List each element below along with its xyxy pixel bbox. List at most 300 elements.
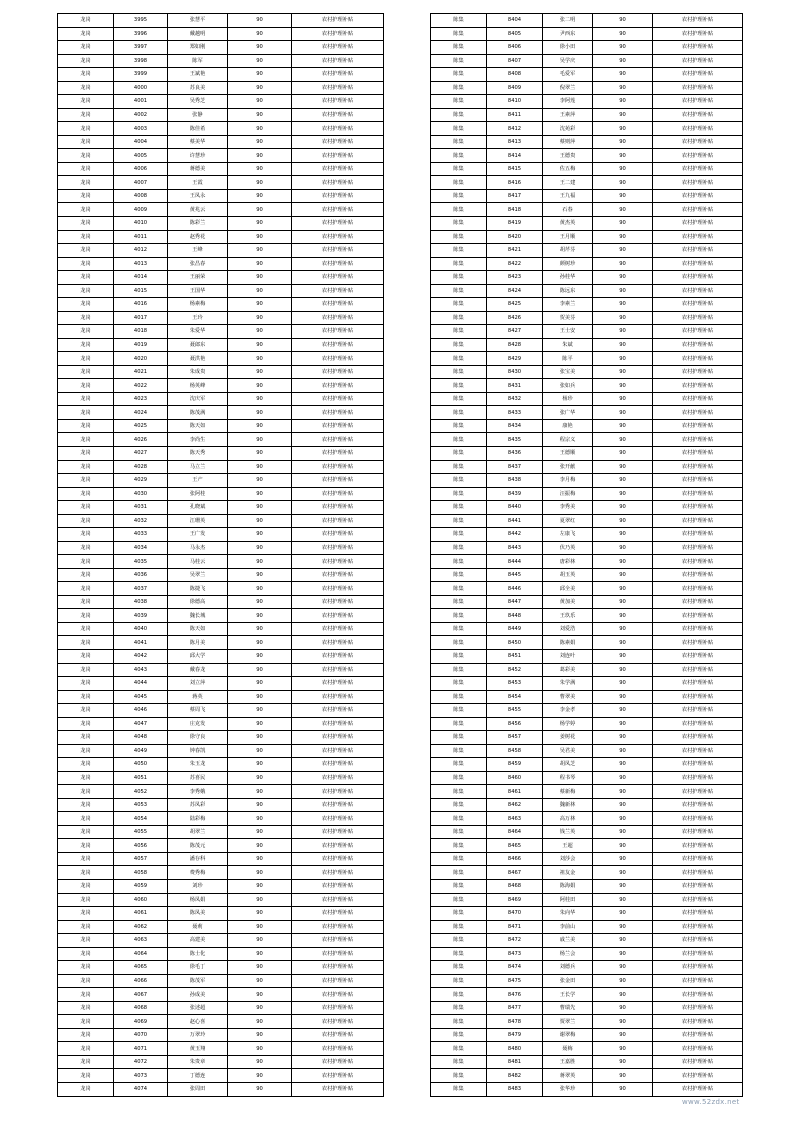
amount-cell: 90 bbox=[228, 1028, 292, 1042]
serial-number-cell: 4034 bbox=[114, 541, 168, 555]
serial-number-cell: 8481 bbox=[487, 1055, 543, 1069]
person-name-cell: 张广华 bbox=[543, 406, 593, 420]
subsidy-type-cell: 农村护理补贴 bbox=[292, 555, 384, 569]
subsidy-type-cell: 农村护理补贴 bbox=[292, 162, 384, 176]
town-cell: 陈集 bbox=[431, 907, 487, 921]
person-name-cell: 黄兆云 bbox=[168, 203, 228, 217]
subsidy-type-cell: 农村护理补贴 bbox=[653, 1001, 743, 1015]
table-row bbox=[58, 216, 384, 230]
person-name-cell: 陈天如 bbox=[168, 622, 228, 636]
serial-number-cell: 8425 bbox=[487, 298, 543, 312]
town-cell: 陈集 bbox=[431, 54, 487, 68]
person-name-cell: 费秀梅 bbox=[168, 866, 228, 880]
serial-number-cell: 4003 bbox=[114, 122, 168, 136]
town-cell: 陈集 bbox=[431, 122, 487, 136]
subsidy-type-cell: 农村护理补贴 bbox=[653, 379, 743, 393]
subsidy-type-cell: 农村护理补贴 bbox=[292, 961, 384, 975]
town-cell: 龙岗 bbox=[58, 528, 114, 542]
person-name-cell: 孙成美 bbox=[168, 988, 228, 1002]
subsidy-type-cell: 农村护理补贴 bbox=[292, 108, 384, 122]
town-cell: 陈集 bbox=[431, 271, 487, 285]
table-row bbox=[431, 1001, 743, 1015]
table-row bbox=[431, 1069, 743, 1083]
subsidy-type-cell: 农村护理补贴 bbox=[653, 487, 743, 501]
amount-cell: 90 bbox=[228, 758, 292, 772]
person-name-cell: 倪翠兰 bbox=[543, 81, 593, 95]
table-row bbox=[431, 704, 743, 718]
person-name-cell: 刘莎会 bbox=[543, 852, 593, 866]
serial-number-cell: 4059 bbox=[114, 880, 168, 894]
serial-number-cell: 8461 bbox=[487, 785, 543, 799]
subsidy-type-cell: 农村护理补贴 bbox=[292, 433, 384, 447]
town-cell: 龙岗 bbox=[58, 893, 114, 907]
table-row bbox=[431, 785, 743, 799]
amount-cell: 90 bbox=[228, 392, 292, 406]
table-row bbox=[431, 1042, 743, 1056]
serial-number-cell: 8406 bbox=[487, 41, 543, 55]
serial-number-cell: 4022 bbox=[114, 379, 168, 393]
town-cell: 龙岗 bbox=[58, 1028, 114, 1042]
subsidy-type-cell: 农村护理补贴 bbox=[292, 325, 384, 339]
town-cell: 龙岗 bbox=[58, 284, 114, 298]
town-cell: 陈集 bbox=[431, 447, 487, 461]
town-cell: 陈集 bbox=[431, 284, 487, 298]
table-row bbox=[431, 216, 743, 230]
table-row bbox=[58, 974, 384, 988]
subsidy-type-cell: 农村护理补贴 bbox=[292, 907, 384, 921]
table-row bbox=[58, 176, 384, 190]
amount-cell: 90 bbox=[228, 68, 292, 82]
amount-cell: 90 bbox=[593, 41, 653, 55]
serial-number-cell: 4007 bbox=[114, 176, 168, 190]
serial-number-cell: 8452 bbox=[487, 663, 543, 677]
person-name-cell: 曹翠美 bbox=[543, 690, 593, 704]
serial-number-cell: 4040 bbox=[114, 622, 168, 636]
subsidy-type-cell: 农村护理补贴 bbox=[292, 920, 384, 934]
person-name-cell: 陈凤美 bbox=[168, 907, 228, 921]
town-cell: 龙岗 bbox=[58, 622, 114, 636]
subsidy-type-cell: 农村护理补贴 bbox=[653, 677, 743, 691]
table-row bbox=[58, 798, 384, 812]
town-cell: 龙岗 bbox=[58, 325, 114, 339]
amount-cell: 90 bbox=[228, 176, 292, 190]
table-row bbox=[431, 474, 743, 488]
table-row bbox=[58, 636, 384, 650]
person-name-cell: 沈苑彩 bbox=[543, 122, 593, 136]
person-name-cell: 杨素梅 bbox=[168, 298, 228, 312]
table-row bbox=[58, 812, 384, 826]
table-row bbox=[431, 1028, 743, 1042]
person-name-cell: 蔡美华 bbox=[168, 135, 228, 149]
town-cell: 龙岗 bbox=[58, 419, 114, 433]
person-name-cell: 刘爱浩 bbox=[543, 622, 593, 636]
serial-number-cell: 8471 bbox=[487, 920, 543, 934]
amount-cell: 90 bbox=[593, 880, 653, 894]
serial-number-cell: 4020 bbox=[114, 352, 168, 366]
subsidy-type-cell: 农村护理补贴 bbox=[292, 352, 384, 366]
subsidy-type-cell: 农村护理补贴 bbox=[292, 649, 384, 663]
table-row bbox=[58, 379, 384, 393]
person-name-cell: 张金田 bbox=[543, 974, 593, 988]
amount-cell: 90 bbox=[593, 812, 653, 826]
serial-number-cell: 4027 bbox=[114, 447, 168, 461]
person-name-cell: 蔡新梅 bbox=[543, 785, 593, 799]
subsidy-type-cell: 农村护理补贴 bbox=[653, 474, 743, 488]
town-cell: 陈集 bbox=[431, 771, 487, 785]
table-row bbox=[58, 1082, 384, 1096]
serial-number-cell: 4037 bbox=[114, 582, 168, 596]
town-cell: 龙岗 bbox=[58, 189, 114, 203]
person-name-cell: 王月顺 bbox=[543, 230, 593, 244]
town-cell: 陈集 bbox=[431, 325, 487, 339]
person-name-cell: 蒋英 bbox=[168, 690, 228, 704]
person-name-cell: 张华珍 bbox=[543, 1082, 593, 1096]
table-row bbox=[431, 487, 743, 501]
table-row bbox=[431, 866, 743, 880]
subsidy-type-cell: 农村护理补贴 bbox=[653, 54, 743, 68]
subsidy-type-cell: 农村护理补贴 bbox=[292, 203, 384, 217]
serial-number-cell: 3996 bbox=[114, 27, 168, 41]
amount-cell: 90 bbox=[228, 81, 292, 95]
amount-cell: 90 bbox=[593, 622, 653, 636]
serial-number-cell: 4045 bbox=[114, 690, 168, 704]
subsidy-type-cell: 农村护理补贴 bbox=[653, 907, 743, 921]
person-name-cell: 尹西东 bbox=[543, 27, 593, 41]
subsidy-type-cell: 农村护理补贴 bbox=[653, 663, 743, 677]
person-name-cell: 苏良美 bbox=[168, 81, 228, 95]
amount-cell: 90 bbox=[228, 474, 292, 488]
serial-number-cell: 8468 bbox=[487, 880, 543, 894]
table-row bbox=[58, 162, 384, 176]
serial-number-cell: 8446 bbox=[487, 582, 543, 596]
table-row bbox=[431, 122, 743, 136]
table-row bbox=[431, 95, 743, 109]
subsidy-type-cell: 农村护理补贴 bbox=[292, 95, 384, 109]
serial-number-cell: 4011 bbox=[114, 230, 168, 244]
person-name-cell: 许慧珍 bbox=[168, 149, 228, 163]
town-cell: 陈集 bbox=[431, 460, 487, 474]
amount-cell: 90 bbox=[593, 920, 653, 934]
amount-cell: 90 bbox=[228, 717, 292, 731]
amount-cell: 90 bbox=[593, 433, 653, 447]
person-name-cell: 丁德连 bbox=[168, 1069, 228, 1083]
serial-number-cell: 8413 bbox=[487, 135, 543, 149]
serial-number-cell: 8455 bbox=[487, 704, 543, 718]
town-cell: 龙岗 bbox=[58, 406, 114, 420]
person-name-cell: 魏新林 bbox=[543, 798, 593, 812]
subsidy-type-cell: 农村护理补贴 bbox=[292, 812, 384, 826]
subsidy-type-cell: 农村护理补贴 bbox=[653, 920, 743, 934]
amount-cell: 90 bbox=[228, 798, 292, 812]
town-cell: 龙岗 bbox=[58, 866, 114, 880]
subsidy-type-cell: 农村护理补贴 bbox=[653, 690, 743, 704]
person-name-cell: 王九福 bbox=[543, 189, 593, 203]
subsidy-type-cell: 农村护理补贴 bbox=[292, 1042, 384, 1056]
serial-number-cell: 4072 bbox=[114, 1055, 168, 1069]
subsidy-type-cell: 农村护理补贴 bbox=[653, 974, 743, 988]
town-cell: 龙岗 bbox=[58, 582, 114, 596]
amount-cell: 90 bbox=[593, 961, 653, 975]
town-cell: 龙岗 bbox=[58, 433, 114, 447]
person-name-cell: 聂洪艳 bbox=[168, 352, 228, 366]
amount-cell: 90 bbox=[228, 284, 292, 298]
table-row bbox=[431, 244, 743, 258]
amount-cell: 90 bbox=[228, 690, 292, 704]
table-row bbox=[431, 907, 743, 921]
serial-number-cell: 8479 bbox=[487, 1028, 543, 1042]
subsidy-type-cell: 农村护理补贴 bbox=[653, 27, 743, 41]
table-row bbox=[58, 365, 384, 379]
table-row bbox=[431, 14, 743, 28]
amount-cell: 90 bbox=[593, 649, 653, 663]
serial-number-cell: 8436 bbox=[487, 447, 543, 461]
serial-number-cell: 8480 bbox=[487, 1042, 543, 1056]
serial-number-cell: 8422 bbox=[487, 257, 543, 271]
serial-number-cell: 4050 bbox=[114, 758, 168, 772]
table-row bbox=[58, 203, 384, 217]
town-cell: 龙岗 bbox=[58, 460, 114, 474]
person-name-cell: 聂莉 bbox=[168, 920, 228, 934]
person-name-cell: 程书琴 bbox=[543, 771, 593, 785]
amount-cell: 90 bbox=[228, 14, 292, 28]
town-cell: 陈集 bbox=[431, 108, 487, 122]
town-cell: 陈集 bbox=[431, 866, 487, 880]
table-row bbox=[58, 1015, 384, 1029]
subsidy-type-cell: 农村护理补贴 bbox=[653, 649, 743, 663]
serial-number-cell: 8454 bbox=[487, 690, 543, 704]
subsidy-type-cell: 农村护理补贴 bbox=[653, 1082, 743, 1096]
serial-number-cell: 3995 bbox=[114, 14, 168, 28]
person-name-cell: 王丽荣 bbox=[168, 271, 228, 285]
person-name-cell: 左康飞 bbox=[543, 528, 593, 542]
person-name-cell: 陈茂军 bbox=[168, 974, 228, 988]
town-cell: 陈集 bbox=[431, 514, 487, 528]
amount-cell: 90 bbox=[228, 325, 292, 339]
serial-number-cell: 4018 bbox=[114, 325, 168, 339]
amount-cell: 90 bbox=[593, 947, 653, 961]
town-cell: 陈集 bbox=[431, 758, 487, 772]
person-name-cell: 王玲 bbox=[168, 311, 228, 325]
amount-cell: 90 bbox=[593, 907, 653, 921]
subsidy-type-cell: 农村护理补贴 bbox=[292, 974, 384, 988]
person-name-cell: 陈士化 bbox=[168, 947, 228, 961]
table-row bbox=[58, 785, 384, 799]
table-row bbox=[58, 27, 384, 41]
amount-cell: 90 bbox=[593, 1042, 653, 1056]
table-row bbox=[431, 825, 743, 839]
amount-cell: 90 bbox=[593, 230, 653, 244]
person-name-cell: 胡凤芝 bbox=[543, 758, 593, 772]
table-row bbox=[58, 758, 384, 772]
town-cell: 龙岗 bbox=[58, 920, 114, 934]
subsidy-type-cell: 农村护理补贴 bbox=[292, 244, 384, 258]
subsidy-type-cell: 农村护理补贴 bbox=[292, 690, 384, 704]
subsidy-type-cell: 农村护理补贴 bbox=[292, 189, 384, 203]
serial-number-cell: 4044 bbox=[114, 677, 168, 691]
table-row bbox=[431, 203, 743, 217]
subsidy-type-cell: 农村护理补贴 bbox=[653, 744, 743, 758]
town-cell: 陈集 bbox=[431, 176, 487, 190]
person-name-cell: 祖友金 bbox=[543, 866, 593, 880]
serial-number-cell: 8416 bbox=[487, 176, 543, 190]
serial-number-cell: 4012 bbox=[114, 244, 168, 258]
serial-number-cell: 8428 bbox=[487, 338, 543, 352]
amount-cell: 90 bbox=[593, 474, 653, 488]
town-cell: 陈集 bbox=[431, 893, 487, 907]
amount-cell: 90 bbox=[593, 852, 653, 866]
person-name-cell: 陈远东 bbox=[543, 284, 593, 298]
serial-number-cell: 8462 bbox=[487, 798, 543, 812]
serial-number-cell: 4014 bbox=[114, 271, 168, 285]
subsidy-type-cell: 农村护理补贴 bbox=[292, 447, 384, 461]
serial-number-cell: 8420 bbox=[487, 230, 543, 244]
person-name-cell: 佐五梅 bbox=[543, 162, 593, 176]
table-row bbox=[431, 758, 743, 772]
serial-number-cell: 8466 bbox=[487, 852, 543, 866]
amount-cell: 90 bbox=[593, 704, 653, 718]
subsidy-type-cell: 农村护理补贴 bbox=[292, 988, 384, 1002]
subsidy-type-cell: 农村护理补贴 bbox=[292, 14, 384, 28]
serial-number-cell: 8483 bbox=[487, 1082, 543, 1096]
subsidy-type-cell: 农村护理补贴 bbox=[292, 379, 384, 393]
amount-cell: 90 bbox=[593, 95, 653, 109]
table-row bbox=[58, 298, 384, 312]
town-cell: 陈集 bbox=[431, 528, 487, 542]
amount-cell: 90 bbox=[593, 798, 653, 812]
person-name-cell: 陈月美 bbox=[168, 636, 228, 650]
subsidy-type-cell: 农村护理补贴 bbox=[292, 122, 384, 136]
serial-number-cell: 8414 bbox=[487, 149, 543, 163]
subsidy-type-cell: 农村护理补贴 bbox=[292, 474, 384, 488]
town-cell: 龙岗 bbox=[58, 203, 114, 217]
table-row bbox=[58, 474, 384, 488]
table-row bbox=[431, 717, 743, 731]
person-name-cell: 杨珍 bbox=[543, 392, 593, 406]
amount-cell: 90 bbox=[228, 839, 292, 853]
town-cell: 龙岗 bbox=[58, 961, 114, 975]
person-name-cell: 陈彩兰 bbox=[168, 216, 228, 230]
table-row bbox=[58, 257, 384, 271]
amount-cell: 90 bbox=[228, 298, 292, 312]
serial-number-cell: 4015 bbox=[114, 284, 168, 298]
serial-number-cell: 4017 bbox=[114, 311, 168, 325]
subsidy-type-cell: 农村护理补贴 bbox=[292, 636, 384, 650]
serial-number-cell: 4025 bbox=[114, 419, 168, 433]
table-row bbox=[431, 988, 743, 1002]
serial-number-cell: 8426 bbox=[487, 311, 543, 325]
person-name-cell: 李尚生 bbox=[168, 433, 228, 447]
serial-number-cell: 4028 bbox=[114, 460, 168, 474]
table-row bbox=[431, 189, 743, 203]
table-row bbox=[431, 406, 743, 420]
serial-number-cell: 4031 bbox=[114, 501, 168, 515]
table-row bbox=[431, 731, 743, 745]
person-name-cell: 陈天如 bbox=[168, 419, 228, 433]
right-table-body bbox=[431, 14, 743, 1097]
amount-cell: 90 bbox=[228, 311, 292, 325]
serial-number-cell: 8412 bbox=[487, 122, 543, 136]
table-row bbox=[58, 68, 384, 82]
serial-number-cell: 8470 bbox=[487, 907, 543, 921]
person-name-cell: 杨英峰 bbox=[168, 379, 228, 393]
person-name-cell: 赵心喜 bbox=[168, 1015, 228, 1029]
serial-number-cell: 3998 bbox=[114, 54, 168, 68]
town-cell: 陈集 bbox=[431, 474, 487, 488]
town-cell: 龙岗 bbox=[58, 27, 114, 41]
amount-cell: 90 bbox=[593, 514, 653, 528]
subsidy-type-cell: 农村护理补贴 bbox=[653, 162, 743, 176]
town-cell: 陈集 bbox=[431, 704, 487, 718]
town-cell: 龙岗 bbox=[58, 514, 114, 528]
town-cell: 龙岗 bbox=[58, 852, 114, 866]
table-row bbox=[58, 907, 384, 921]
town-cell: 龙岗 bbox=[58, 934, 114, 948]
serial-number-cell: 4005 bbox=[114, 149, 168, 163]
serial-number-cell: 4016 bbox=[114, 298, 168, 312]
serial-number-cell: 8477 bbox=[487, 1001, 543, 1015]
town-cell: 龙岗 bbox=[58, 677, 114, 691]
serial-number-cell: 4002 bbox=[114, 108, 168, 122]
table-row bbox=[431, 595, 743, 609]
subsidy-type-cell: 农村护理补贴 bbox=[653, 271, 743, 285]
table-row bbox=[431, 771, 743, 785]
table-row bbox=[431, 528, 743, 542]
person-name-cell: 孔晓斌 bbox=[168, 501, 228, 515]
subsidy-type-cell: 农村护理补贴 bbox=[653, 961, 743, 975]
table-row bbox=[58, 1042, 384, 1056]
serial-number-cell: 4070 bbox=[114, 1028, 168, 1042]
subsidy-type-cell: 农村护理补贴 bbox=[653, 622, 743, 636]
left-subsidy-table bbox=[57, 13, 384, 1097]
left-table-body bbox=[58, 14, 384, 1097]
table-row bbox=[58, 108, 384, 122]
table-row bbox=[431, 514, 743, 528]
person-name-cell: 王素萍 bbox=[543, 108, 593, 122]
serial-number-cell: 4055 bbox=[114, 825, 168, 839]
town-cell: 龙岗 bbox=[58, 379, 114, 393]
table-row bbox=[431, 338, 743, 352]
town-cell: 陈集 bbox=[431, 622, 487, 636]
town-cell: 龙岗 bbox=[58, 216, 114, 230]
subsidy-type-cell: 农村护理补贴 bbox=[653, 609, 743, 623]
table-row bbox=[58, 568, 384, 582]
subsidy-type-cell: 农村护理补贴 bbox=[292, 852, 384, 866]
serial-number-cell: 8417 bbox=[487, 189, 543, 203]
town-cell: 陈集 bbox=[431, 785, 487, 799]
subsidy-type-cell: 农村护理补贴 bbox=[292, 487, 384, 501]
table-row bbox=[58, 1028, 384, 1042]
subsidy-type-cell: 农村护理补贴 bbox=[653, 325, 743, 339]
person-name-cell: 陈天秀 bbox=[168, 447, 228, 461]
town-cell: 陈集 bbox=[431, 1042, 487, 1056]
serial-number-cell: 4033 bbox=[114, 528, 168, 542]
serial-number-cell: 8457 bbox=[487, 731, 543, 745]
person-name-cell: 马桂云 bbox=[168, 555, 228, 569]
subsidy-type-cell: 农村护理补贴 bbox=[292, 149, 384, 163]
amount-cell: 90 bbox=[228, 419, 292, 433]
serial-number-cell: 8431 bbox=[487, 379, 543, 393]
table-row bbox=[58, 244, 384, 258]
subsidy-type-cell: 农村护理补贴 bbox=[292, 866, 384, 880]
serial-number-cell: 4000 bbox=[114, 81, 168, 95]
table-row bbox=[431, 135, 743, 149]
town-cell: 龙岗 bbox=[58, 609, 114, 623]
table-row bbox=[431, 974, 743, 988]
serial-number-cell: 8418 bbox=[487, 203, 543, 217]
table-row bbox=[58, 447, 384, 461]
amount-cell: 90 bbox=[593, 825, 653, 839]
subsidy-type-cell: 农村护理补贴 bbox=[653, 1042, 743, 1056]
